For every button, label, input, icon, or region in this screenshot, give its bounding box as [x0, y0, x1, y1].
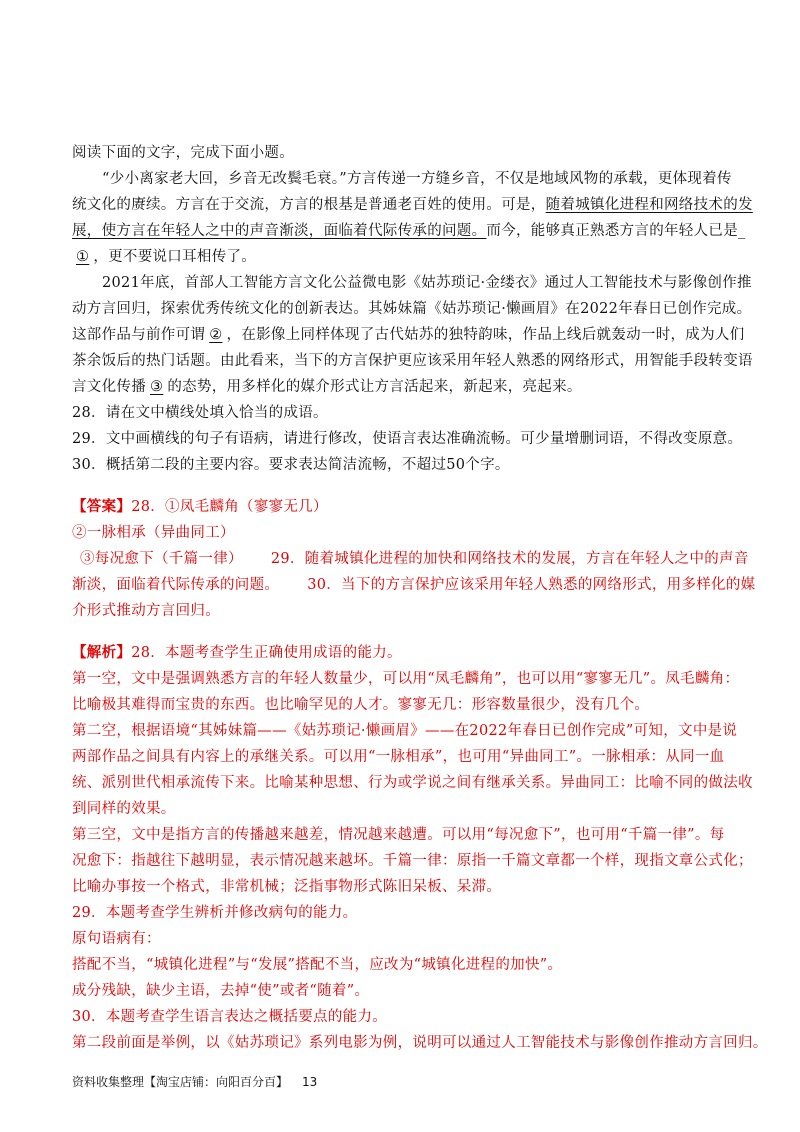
analysis-line: 比喻办事按一个格式，非常机械；泛指事物形式陈旧呆板、呆滞。	[72, 879, 502, 895]
answer-text: 30．当下的方言保护应该采用年轻人熟悉的网络形式，用多样化的媒	[307, 577, 756, 593]
passage-p2-line3	[72, 322, 745, 348]
analysis-line: 成分残缺，缺少主语，去掉“使”或者“随着”。	[72, 983, 370, 999]
analysis-line: 统、派别世代相承流传下来。比喻某种思想、行为或学说之间有继承关系。异曲同工：比喻不同的做法收	[72, 775, 753, 791]
question-28: 28．请在文中横线处填入恰当的成语。	[72, 405, 328, 421]
passage-text: ，在影像上同样体现了古代姑苏的独特韵味，作品上线后就轰动一时，成为人们	[226, 327, 745, 343]
passage-text: ，更不要说口耳相传了。	[93, 249, 257, 265]
analysis-line: 比喻极其难得而宝贵的东西。也比喻罕见的人才。寥寥无几：形容数量很少，没有几个。	[72, 697, 650, 713]
analysis-line: 原句语病有：	[72, 931, 161, 947]
page-footer	[72, 1073, 317, 1090]
answer-text: 29．随着城镇化进程的加快和网络技术的发展，方言在年轻人之中的声音	[270, 551, 749, 567]
analysis-line: 第二空，根据语境“其姊妹篇——《姑苏琐记·懒画眉》——在2022年春日已创作完成”可知，文中是说	[72, 723, 738, 739]
answer-line-1	[72, 494, 736, 520]
answer-text: ③每况愈下（千篇一律）	[80, 551, 243, 567]
answer-tag: 【答案】	[72, 498, 132, 515]
analysis-section	[72, 640, 768, 1056]
analysis-line: 第三空，文中是指方言的传播越来越差，情况越来越遭。可以用“每况愈下”，也可用“千篇一律”。每	[72, 827, 725, 843]
passage-p1-line3	[72, 218, 746, 244]
passage-p2-line4: 茶余饭后的热门话题。由此看来，当下的方言保护更应该采用年轻人熟悉的网络形式，用智能手段转变语	[72, 353, 753, 369]
blank-1: ①	[76, 249, 90, 265]
analysis-line: 到同样的效果。	[72, 801, 176, 817]
analysis-line: 两部作品之间具有内容上的承继关系。可以用“一脉相承”，也可用“异曲同工”。一脉相承：从同一血	[72, 749, 725, 765]
document-page	[72, 140, 768, 1056]
underlined-sentence: 展，使方言在年轻人之中的声音渐淡，面临着代际传承的问题。	[72, 223, 487, 239]
answer-line-2: ②一脉相承（异曲同工）	[72, 525, 235, 541]
analysis-text: 28．本题考查学生正确使用成语的能力。	[131, 645, 402, 661]
footer-text: 资料收集整理【淘宝店铺：向阳百分百】	[72, 1075, 289, 1089]
passage-text: 而今，能够真正熟悉方言的年轻人已是	[486, 223, 739, 239]
analysis-line: 况愈下：指越往下越明显，表示情况越来越坏。千篇一律：原指一千篇文章都一个样，现指文章公式化；	[72, 853, 753, 869]
blank-3: ③	[150, 379, 164, 395]
answer-line-5: 介形式推动方言回归。	[72, 603, 220, 619]
question-29: 29．文中画横线的句子有语病，请进行修改，使语言表达准确流畅。可少量增删词语，不得改变原意。	[72, 431, 743, 447]
passage-p1-line4	[72, 244, 736, 270]
answer-section	[72, 494, 756, 624]
analysis-line: 第二段前面是举例，以《姑苏琐记》系列电影为例，说明可以通过人工智能技术与影像创作推动方言回归。	[72, 1035, 768, 1051]
analysis-tag: 【解析】	[72, 644, 132, 661]
analysis-line: 第一空，文中是强调熟悉方言的年轻人数量少，可以用“凤毛麟角”，也可以用“寥寥无几”。凤毛麟角：	[72, 671, 740, 687]
answer-text: 渐淡，面临着代际传承的问题。	[72, 577, 280, 593]
answer-line-3	[72, 546, 749, 572]
passage-p2-line5	[72, 374, 736, 400]
answer-text: 28．①凤毛麟角（寥寥无几）	[131, 499, 328, 515]
underlined-sentence: 随着城镇化进程和网络技术的发	[545, 197, 753, 213]
analysis-line	[72, 640, 736, 666]
blank-2: ②	[209, 327, 223, 343]
passage-p2-line1: 2021年底，首部人工智能方言文化公益微电影《姑苏琐记·金缕衣》通过人工智能技术与影像创作推	[102, 275, 752, 291]
reading-intro: 阅读下面的文字，完成下面小题。	[72, 145, 294, 161]
page-number: 13	[302, 1075, 318, 1089]
passage-p1-line2	[72, 192, 753, 218]
passage-text: 这部作品与前作可谓	[72, 327, 206, 343]
analysis-line: 30．本题考查学生语言表达之概括要点的能力。	[72, 1009, 388, 1025]
passage-text: 言文化传播	[72, 379, 146, 395]
passage-text: 统文化的赓续。方言在于交流，方言的根基是普通老百姓的使用。可是，	[72, 197, 546, 213]
question-30: 30．概括第二段的主要内容。要求表达简洁流畅，不超过50个字。	[72, 457, 510, 473]
passage-text: 的态势，用多样化的媒介形式让方言活起来，新起来，亮起来。	[167, 379, 582, 395]
analysis-line: 搭配不当，“城镇化进程”与“发展”搭配不当，应改为“城镇化进程的加快”。	[72, 957, 563, 973]
passage-p1-line1: “少小离家老大回，乡音无改鬓毛衰。”方言传递一方缝乡音，不仅是地域风物的承载，更体现着传	[102, 171, 732, 187]
blank-line: _	[738, 223, 746, 239]
passage-p2-line2: 动方言回归，探索优秀传统文化的创新表达。其姊妹篇《姑苏琐记·懒画眉》在2022年春日已创作完成。	[72, 301, 752, 317]
answer-line-4	[72, 572, 756, 598]
analysis-line: 29．本题考查学生辨析并修改病句的能力。	[72, 905, 358, 921]
